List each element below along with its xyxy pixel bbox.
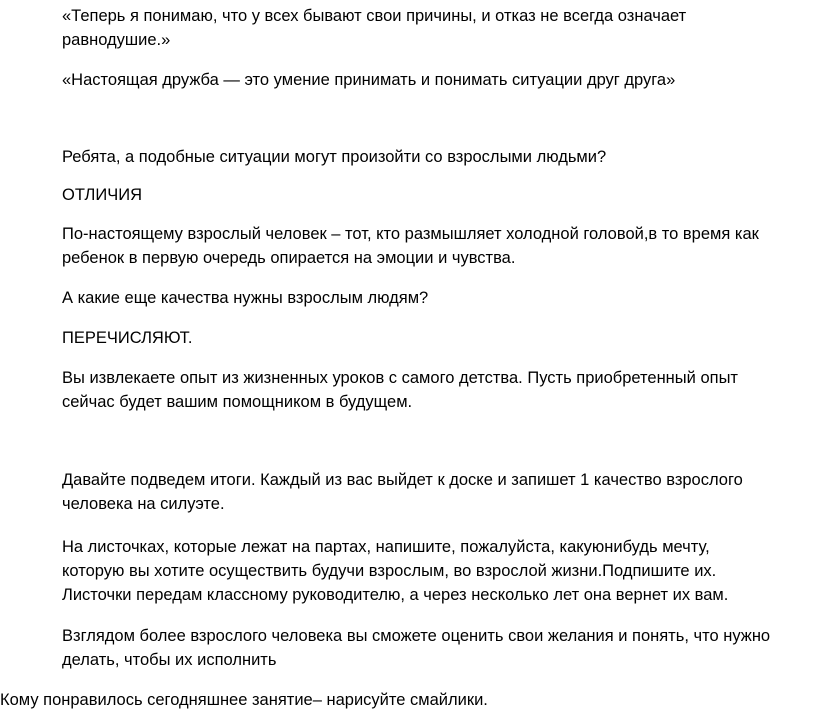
heading-differences bbox=[62, 183, 142, 207]
text-line: Листочки передам классному руководителю, а через несколько лет она вернет их вам. bbox=[62, 586, 729, 604]
text-line: равнодушие.» bbox=[62, 31, 171, 49]
paragraph-dream-notes bbox=[62, 535, 728, 607]
text-line: Вы извлекаете опыт из жизненных уроков с самого детства. Пусть приобретенный опыт bbox=[62, 369, 738, 387]
text-line: ребенок в первую очередь опирается на эмоции и чувства. bbox=[62, 249, 516, 267]
quote-understanding bbox=[62, 4, 686, 52]
text-line: Кому понравилось сегодняшнее занятие– нарисуйте смайлики. bbox=[0, 691, 488, 709]
text-line: сейчас будет вашим помощником в будущем. bbox=[62, 393, 413, 411]
paragraph-experience bbox=[62, 366, 738, 414]
text-line: Взглядом более взрослого человека вы сможете оценить свои желания и понять, что нужно bbox=[62, 627, 771, 645]
text-line: «Настоящая дружба — это умение принимать и понимать ситуации друг друга» bbox=[62, 71, 676, 89]
text-line: человека на силуэте. bbox=[62, 495, 225, 513]
text-line: По-настоящему взрослый человек – тот, кто размышляет холодной головой,в то время как bbox=[62, 225, 759, 243]
text-line: На листочках, которые лежат на партах, напишите, пожалуйста, какуюнибудь мечту, bbox=[62, 538, 710, 556]
text-line: делать, чтобы их исполнить bbox=[62, 651, 277, 669]
text-line: «Теперь я понимаю, что у всех бывают свои причины, и отказ не всегда означает bbox=[62, 7, 687, 25]
text-line: ОТЛИЧИЯ bbox=[62, 186, 143, 204]
closing-smileys bbox=[0, 688, 488, 712]
text-line: ПЕРЕЧИСЛЯЮТ. bbox=[62, 329, 193, 347]
paragraph-adult-vs-child bbox=[62, 222, 759, 270]
quote-friendship bbox=[62, 68, 675, 92]
question-qualities bbox=[62, 286, 428, 310]
text-line: Ребята, а подобные ситуации могут произойти со взрослыми людьми? bbox=[62, 148, 607, 166]
note-list bbox=[62, 326, 192, 350]
question-adults bbox=[62, 145, 606, 169]
text-line: Давайте подведем итоги. Каждый из вас выйдет к доске и запишет 1 качество взрослого bbox=[62, 471, 743, 489]
paragraph-adult-view bbox=[62, 624, 770, 672]
paragraph-summary bbox=[62, 468, 743, 516]
text-line: которую вы хотите осуществить будучи взрослым, во взрослой жизни.Подпишите их. bbox=[62, 562, 717, 580]
text-line: А какие еще качества нужны взрослым людям? bbox=[62, 289, 429, 307]
